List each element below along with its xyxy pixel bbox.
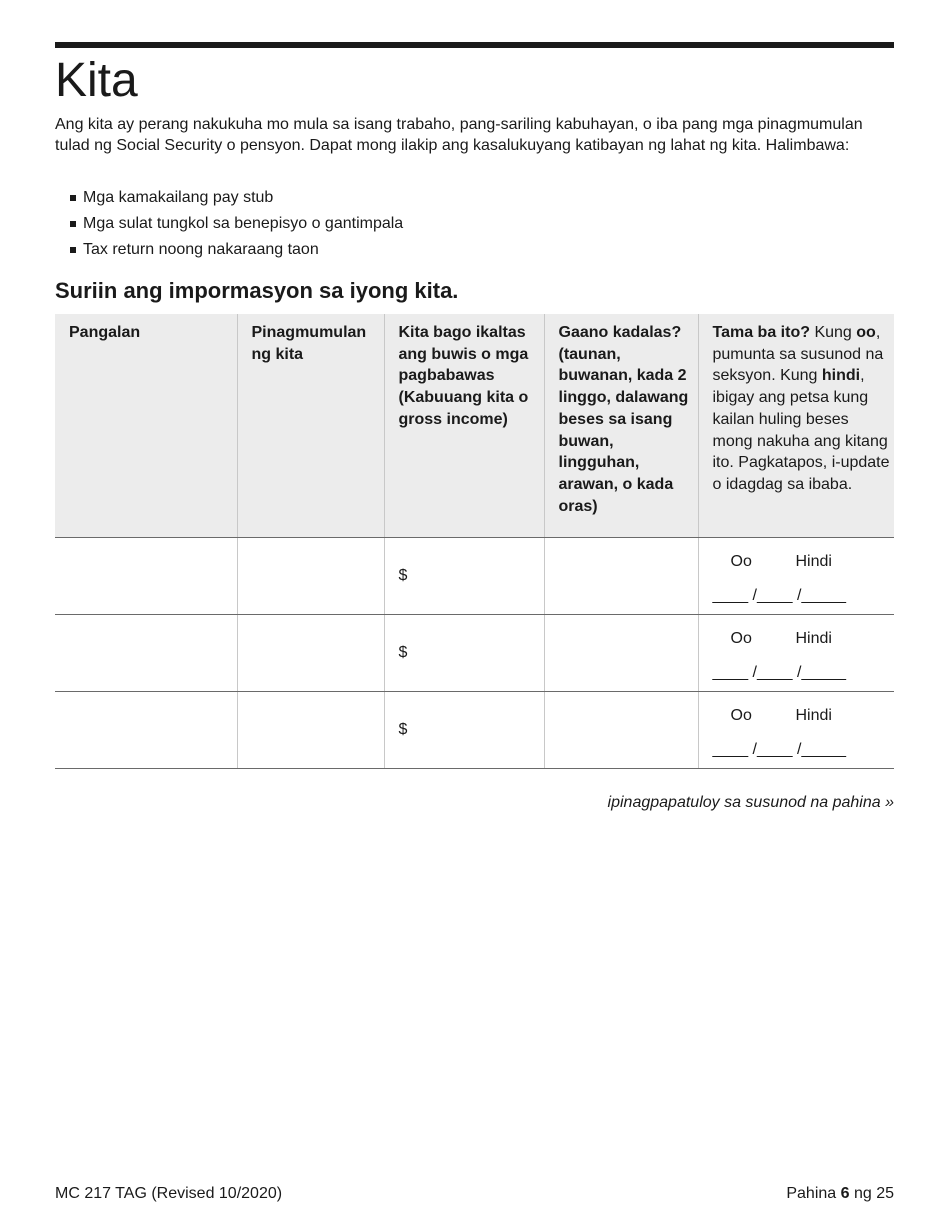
list-item: Mga sulat tungkol sa benepisyo o gantimpala	[70, 213, 403, 239]
date-field[interactable]: ____ /____ /_____	[712, 740, 846, 758]
yes-option[interactable]: Oo	[730, 552, 752, 570]
name-cell[interactable]	[55, 614, 237, 691]
currency-symbol: $	[398, 643, 408, 661]
frequency-cell[interactable]	[544, 691, 698, 768]
source-cell[interactable]	[237, 537, 384, 614]
table-row	[55, 614, 894, 691]
yes-option[interactable]: Oo	[730, 706, 752, 724]
date-field[interactable]: ____ /____ /_____	[712, 663, 846, 681]
currency-symbol: $	[398, 720, 408, 738]
source-cell[interactable]	[237, 614, 384, 691]
top-rule	[55, 42, 894, 48]
income-cell[interactable]	[384, 537, 544, 614]
continued-note: ipinagpapatuloy sa susunod na pahina »	[607, 794, 894, 811]
page-number: Pahina 6 ng 25	[786, 1185, 894, 1202]
header-correct: Tama ba ito? Kung oo, pumunta sa susunod na seksyon. Kung hindi, ibigay ang petsa kung kailan huling beses mong nakuha ang kitang ito. Pagkatapos, i-update o idagdag sa ibaba.	[698, 314, 894, 537]
header-income: Kita bago ikaltas ang buwis o mga pagbabawas (Kabuuang kita o gross income)	[384, 314, 544, 537]
name-cell[interactable]	[55, 537, 237, 614]
list-item: Tax return noong nakaraang taon	[70, 239, 403, 265]
header-name: Pangalan	[55, 314, 237, 537]
examples-list	[70, 187, 403, 265]
source-cell[interactable]	[237, 691, 384, 768]
no-option[interactable]: Hindi	[795, 629, 832, 647]
yes-option[interactable]: Oo	[730, 629, 752, 647]
table-row	[55, 691, 894, 768]
currency-symbol: $	[398, 566, 408, 584]
income-cell[interactable]	[384, 614, 544, 691]
form-id: MC 217 TAG (Revised 10/2020)	[55, 1185, 283, 1202]
frequency-cell[interactable]	[544, 537, 698, 614]
no-option[interactable]: Hindi	[795, 552, 832, 570]
frequency-cell[interactable]	[544, 614, 698, 691]
table-row	[55, 537, 894, 614]
header-frequency: Gaano kadalas? (taunan, buwanan, kada 2 linggo, dalawang beses sa isang buwan, lingguhan, arawan, o kada oras)	[544, 314, 698, 537]
income-cell[interactable]	[384, 691, 544, 768]
header-source: Pinagmumulan ng kita	[237, 314, 384, 537]
income-table	[55, 314, 894, 769]
intro-text: Ang kita ay perang nakukuha mo mula sa isang trabaho, pang-sariling kabuhayan, o iba pang mga pinagmumulan tulad ng Social Security o pensyon. Dapat mong ilakip ang kasalukuyang katibayan ng lahat ng kita. Halimbawa:	[55, 116, 863, 154]
section-heading: Suriin ang impormasyon sa iyong kita.	[55, 278, 459, 303]
page-title: Kita	[55, 54, 138, 107]
correct-cell	[698, 614, 894, 691]
correct-cell	[698, 537, 894, 614]
name-cell[interactable]	[55, 691, 237, 768]
no-option[interactable]: Hindi	[795, 706, 832, 724]
list-item: Mga kamakailang pay stub	[70, 187, 403, 213]
table-header-row	[55, 314, 894, 537]
date-field[interactable]: ____ /____ /_____	[712, 586, 846, 604]
correct-cell	[698, 691, 894, 768]
